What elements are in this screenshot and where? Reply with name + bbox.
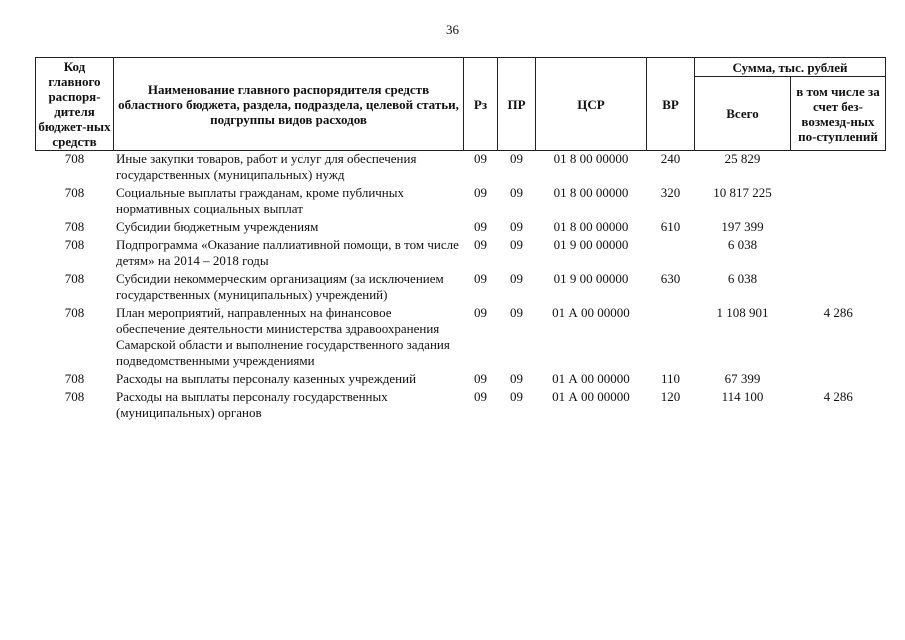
cell-total: 6 038 [727,237,758,252]
cell-rz: 09 [474,185,487,200]
cell-name: Расходы на выплаты персоналу государственных (муниципальных) органов [116,389,388,420]
cell-name: Иные закупки товаров, работ и услуг для обеспечения государственных (муниципальных) нужд [116,151,417,182]
cell-grants [791,219,886,237]
cell-rz: 09 [474,371,487,386]
cell-vr: 610 [660,219,681,234]
cell-total: 10 817 225 [713,185,772,200]
cell-csr: 01 9 00 00000 [553,237,629,252]
cell-vr [647,305,695,371]
table-row [36,219,886,237]
cell-rz: 09 [474,237,487,252]
header-vr: ВР [647,58,695,151]
header-grants: в том числе за счет без-возмезд-ных по-ступлений [791,77,886,151]
cell-name: План мероприятий, направленных на финансовое обеспечение деятельности министерства здравоохранения Самарской области и выполнение государственного задания подведомственными учреждениями [116,305,450,368]
cell-rz: 09 [474,219,487,234]
header-code: Код главного распоря-дителя бюджет-ных средств [36,58,114,151]
page-number: 36 [446,22,459,37]
cell-rz: 09 [474,151,487,166]
cell-code: 708 [64,151,85,166]
table-row [36,185,886,219]
header-csr: ЦСР [536,58,647,151]
cell-vr: 240 [660,151,681,166]
cell-pr: 09 [510,389,523,404]
header-rz: Рз [464,58,498,151]
cell-total: 1 108 901 [716,305,769,320]
cell-pr: 09 [510,237,523,252]
cell-name: Социальные выплаты гражданам, кроме публичных нормативных социальных выплат [116,185,404,216]
cell-code: 708 [64,371,85,386]
table-row [36,151,886,186]
cell-code: 708 [64,185,85,200]
header-total: Всего [695,77,791,151]
cell-code: 708 [64,305,85,320]
table-row [36,371,886,389]
cell-csr: 01 9 00 00000 [553,271,629,286]
table-row [36,237,886,271]
cell-vr: 120 [660,389,681,404]
cell-code: 708 [64,237,85,252]
cell-csr: 01 А 00 00000 [552,305,630,320]
cell-grants [791,271,886,305]
cell-grants [791,151,886,186]
budget-table [35,57,886,423]
cell-pr: 09 [510,305,523,320]
table-row [36,305,886,371]
cell-pr: 09 [510,219,523,234]
cell-total: 25 829 [724,151,761,166]
header-pr: ПР [498,58,536,151]
cell-code: 708 [64,271,85,286]
cell-csr: 01 8 00 00000 [553,219,629,234]
cell-total: 197 399 [721,219,764,234]
cell-csr: 01 8 00 00000 [553,151,629,166]
cell-rz: 09 [474,305,487,320]
cell-grants [791,185,886,219]
cell-name: Подпрограмма «Оказание паллиативной помощи, в том числе детям» на 2014 – 2018 годы [116,237,459,268]
cell-code: 708 [64,389,85,404]
table-header [36,58,886,151]
table-body [36,151,886,424]
cell-total: 67 399 [724,371,761,386]
table-row [36,389,886,423]
cell-name: Субсидии некоммерческим организациям (за исключением государственных (муниципальных) учреждений) [116,271,444,302]
cell-rz: 09 [474,389,487,404]
cell-pr: 09 [510,185,523,200]
cell-rz: 09 [474,271,487,286]
cell-name: Расходы на выплаты персоналу казенных учреждений [116,371,417,386]
cell-vr [647,237,695,271]
cell-total: 6 038 [727,271,758,286]
cell-vr: 110 [660,371,681,386]
cell-csr: 01 8 00 00000 [553,185,629,200]
cell-vr: 630 [660,271,681,286]
cell-grants: 4 286 [823,305,853,320]
cell-grants [791,237,886,271]
cell-code: 708 [64,219,85,234]
cell-pr: 09 [510,371,523,386]
table-row [36,271,886,305]
cell-grants: 4 286 [823,389,853,404]
header-name: Наименование главного распорядителя средств областного бюджета, раздела, подраздела, целевой статьи, подгруппы видов расходов [114,58,464,151]
cell-csr: 01 А 00 00000 [552,389,630,404]
cell-name: Субсидии бюджетным учреждениям [116,219,319,234]
cell-vr: 320 [660,185,681,200]
cell-total: 114 100 [721,389,764,404]
cell-pr: 09 [510,271,523,286]
cell-grants [791,371,886,389]
header-sum: Сумма, тыс. рублей [695,58,886,77]
cell-csr: 01 А 00 00000 [552,371,630,386]
cell-pr: 09 [510,151,523,166]
